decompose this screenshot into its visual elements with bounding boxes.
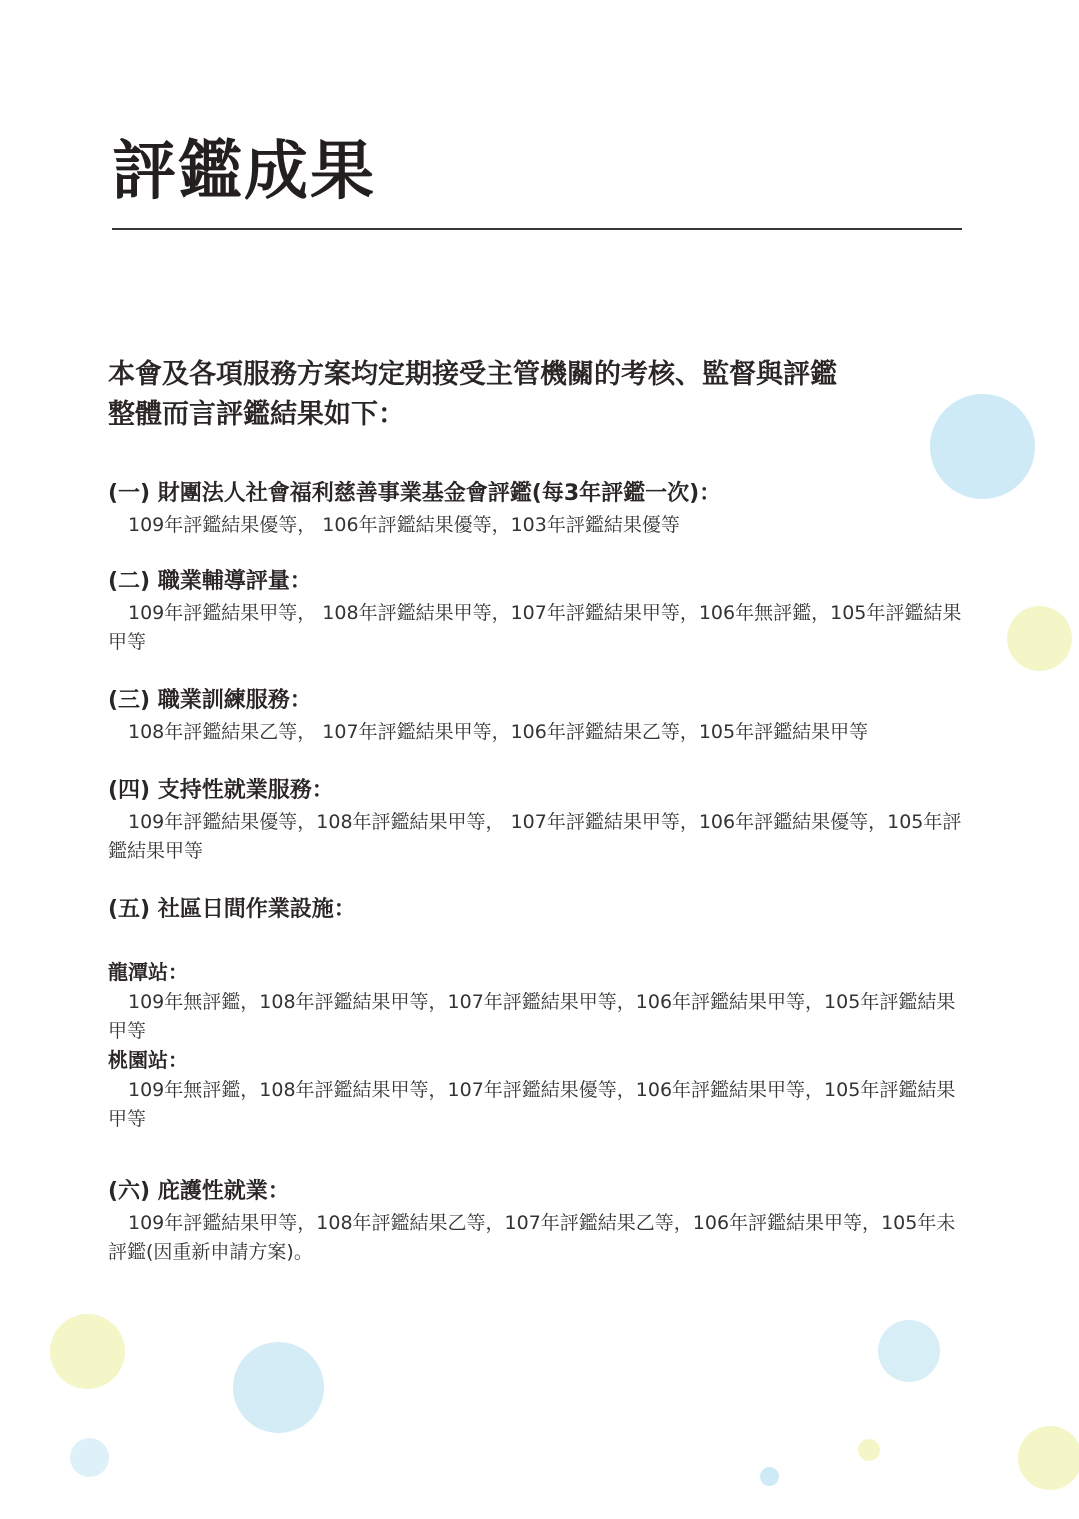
section-vocational-training	[108, 687, 968, 747]
section-sheltered-employment	[108, 1178, 968, 1267]
station-body: 109年無評鑑，108年評鑑結果甲等，107年評鑑結果甲等，106年評鑑結果甲等，105年評鑑結果甲等	[108, 991, 956, 1042]
section-title: (二) 職業輔導評量：	[108, 569, 312, 594]
section-supported-employment	[108, 777, 968, 866]
decor-bubble-blue-tiny	[760, 1467, 779, 1486]
station-body: 109年無評鑑，108年評鑑結果甲等，107年評鑑結果優等，106年評鑑結果甲等，105年評鑑結果甲等	[108, 1079, 956, 1130]
section-body: 109年評鑑結果甲等， 108年評鑑結果甲等，107年評鑑結果甲等，106年無評鑑，105年評鑑結果甲等	[108, 602, 962, 653]
section-body: 109年評鑑結果優等， 106年評鑑結果優等，103年評鑑結果優等	[128, 514, 680, 536]
section-foundation-evaluation	[108, 480, 968, 540]
intro-text	[108, 355, 988, 435]
section-title: (一) 財團法人社會福利慈善事業基金會評鑑(每3年評鑑一次)：	[108, 481, 722, 506]
section-community-day-facility	[108, 896, 968, 1134]
section-body: 109年評鑑結果甲等，108年評鑑結果乙等，107年評鑑結果乙等，106年評鑑結果甲等，105年未評鑑(因重新申請方案)。	[108, 1212, 956, 1263]
section-vocational-assessment	[108, 568, 968, 657]
section-title: (五) 社區日間作業設施：	[108, 897, 356, 922]
evaluation-results	[108, 480, 968, 1267]
section-body: 109年評鑑結果優等，108年評鑑結果甲等， 107年評鑑結果甲等，106年評鑑結果優等，105年評鑑結果甲等	[108, 811, 962, 862]
section-title: (四) 支持性就業服務：	[108, 778, 334, 803]
decor-bubble-blue	[233, 1342, 324, 1433]
station-title-longtan: 龍潭站：	[108, 960, 188, 984]
intro-line: 本會及各項服務方案均定期接受主管機關的考核、監督與評鑑	[108, 359, 837, 390]
decor-bubble-blue-small	[70, 1438, 109, 1477]
page-title: 評鑑成果	[112, 135, 376, 209]
station-list	[108, 958, 968, 1134]
section-body: 108年評鑑結果乙等， 107年評鑑結果甲等，106年評鑑結果乙等，105年評鑑結果甲等	[128, 721, 869, 743]
section-title: (六) 庇護性就業：	[108, 1179, 290, 1204]
decor-bubble-yellow	[50, 1314, 125, 1389]
decor-bubble-yellow	[1007, 606, 1072, 671]
decor-bubble-yellow-small	[858, 1439, 880, 1461]
station-title-taoyuan: 桃園站：	[108, 1048, 188, 1072]
title-divider	[112, 228, 962, 230]
decor-bubble-yellow	[1018, 1426, 1079, 1490]
intro-line: 整體而言評鑑結果如下：	[108, 399, 405, 430]
section-title: (三) 職業訓練服務：	[108, 688, 312, 713]
decor-bubble-blue	[878, 1320, 940, 1382]
